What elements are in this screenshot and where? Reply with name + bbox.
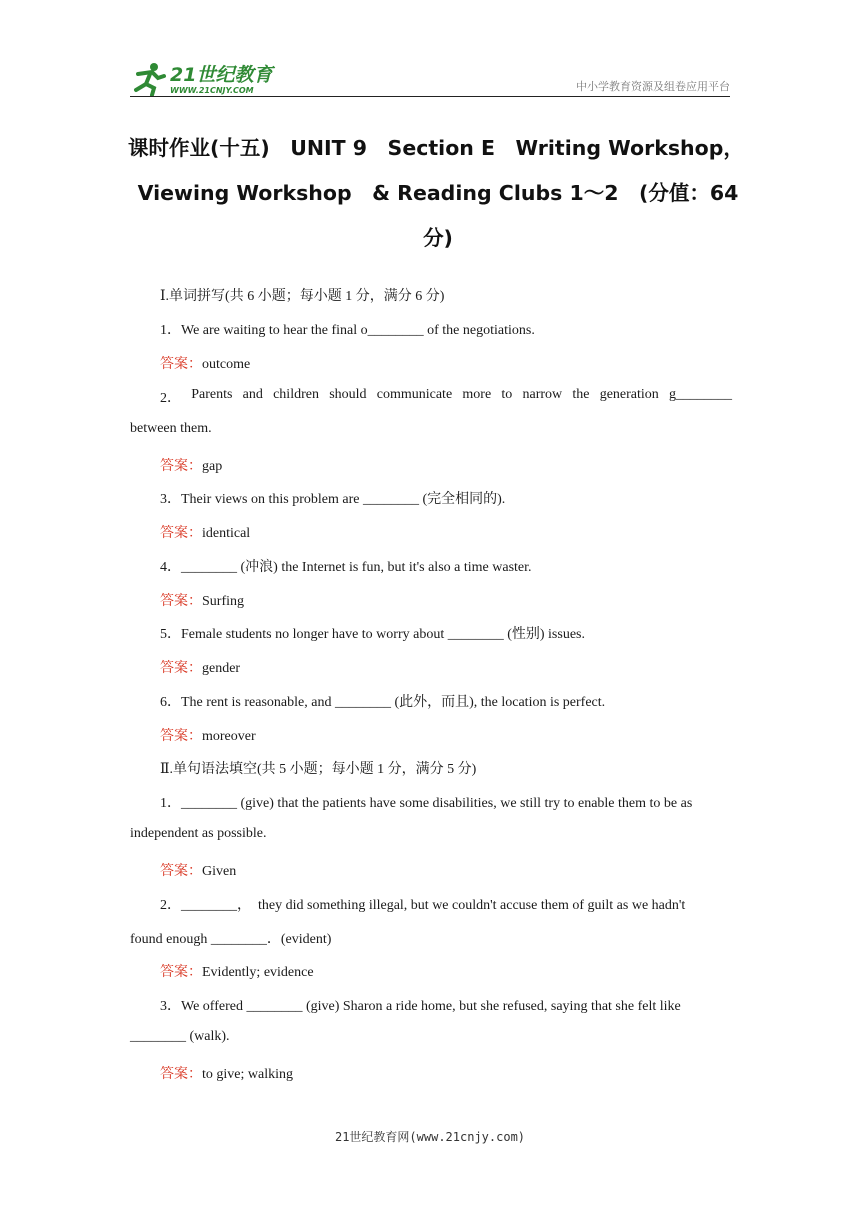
answer-label: 答案： bbox=[160, 965, 202, 980]
word: should bbox=[329, 387, 367, 402]
answer-label: 答案： bbox=[160, 864, 202, 879]
logo-url: WWW.21CNJY.COM bbox=[170, 86, 254, 95]
question-continuation: found enough ________．(evident) bbox=[130, 932, 332, 947]
logo-wordmark: 21世纪教育 bbox=[170, 64, 273, 86]
answer-value: outcome bbox=[202, 357, 251, 372]
title-line-2: Viewing Workshop & Reading Clubs 1～2 (分值：64 bbox=[137, 181, 739, 205]
section-2-heading: Ⅱ.单句语法填空(共 5 小题；每小题 1 分，满分 5 分) bbox=[160, 762, 477, 777]
question-text: 5．Female students no longer have to worry about ________ (性别) issues. bbox=[160, 627, 585, 642]
answer-line bbox=[130, 1063, 762, 1083]
answer-label: 答案： bbox=[160, 357, 202, 372]
answer-line bbox=[130, 860, 762, 880]
answer-line bbox=[130, 961, 762, 981]
word: communicate bbox=[376, 387, 453, 402]
answer-value: moreover bbox=[202, 729, 256, 744]
answer-label: 答案： bbox=[160, 526, 202, 541]
answer-line bbox=[130, 590, 762, 610]
question-continuation: independent as possible. bbox=[130, 826, 267, 841]
answer-label: 答案： bbox=[160, 594, 202, 609]
header-divider bbox=[130, 96, 730, 97]
question-text: 4．________ (冲浪) the Internet is fun, but it's also a time waster. bbox=[160, 560, 532, 575]
answer-value: identical bbox=[202, 526, 251, 541]
question-text: 6．The rent is reasonable, and ________ (此外，而且), the location is perfect. bbox=[160, 695, 606, 710]
answer-value: to give; walking bbox=[202, 1067, 293, 1082]
answer-value: Given bbox=[202, 864, 237, 879]
answer-label: 答案： bbox=[160, 729, 202, 744]
word: children bbox=[273, 387, 319, 402]
answer-value: Surfing bbox=[202, 594, 244, 609]
word: 2． bbox=[160, 391, 181, 406]
word: Parents bbox=[191, 387, 233, 402]
answer-line bbox=[130, 455, 762, 475]
answer-line bbox=[130, 353, 762, 373]
answer-line bbox=[130, 522, 762, 542]
answer-line bbox=[130, 657, 762, 677]
word: narrow bbox=[522, 387, 563, 402]
page-footer: 21世纪教育网(www.21cnjy.com) bbox=[334, 1130, 526, 1144]
question-text: 2．________， they did something illegal, but we couldn't accuse them of guilt as we hadn't bbox=[160, 898, 686, 913]
question-text bbox=[130, 387, 732, 407]
answer-value: Evidently; evidence bbox=[202, 965, 314, 980]
question-text: 1．________ (give) that the patients have some disabilities, we still try to enable them to be as bbox=[160, 796, 693, 811]
answer-value: gender bbox=[202, 661, 241, 676]
answer-value: gap bbox=[202, 459, 223, 474]
answer-label: 答案： bbox=[160, 1067, 202, 1082]
platform-tagline: 中小学教育资源及组卷应用平台 bbox=[576, 80, 730, 93]
page-header bbox=[130, 58, 730, 98]
title-line-3: 分) bbox=[423, 226, 453, 250]
answer-label: 答案： bbox=[160, 459, 202, 474]
question-text: 3．We offered ________ (give) Sharon a ride home, but she refused, saying that she felt like bbox=[160, 999, 681, 1014]
section-1-heading: Ⅰ.单词拼写(共 6 小题；每小题 1 分，满分 6 分) bbox=[160, 289, 445, 304]
question-text: 3．Their views on this problem are ________ (完全相同的). bbox=[160, 492, 506, 507]
word: more bbox=[462, 387, 492, 402]
word: generation bbox=[599, 387, 659, 402]
page-title bbox=[128, 126, 748, 261]
word: g________ bbox=[669, 387, 732, 402]
question-text: 1．We are waiting to hear the final o________ of the negotiations. bbox=[160, 323, 535, 338]
word: the bbox=[572, 387, 590, 402]
word: and bbox=[242, 387, 263, 402]
question-continuation: between them. bbox=[130, 421, 212, 436]
answer-line bbox=[130, 725, 762, 745]
runner-logo-icon bbox=[130, 62, 168, 96]
site-logo[interactable] bbox=[130, 62, 290, 98]
answer-label: 答案： bbox=[160, 661, 202, 676]
title-line-1: 课时作业(十五) UNIT 9 Section E Writing Workshop， bbox=[128, 136, 744, 160]
question-continuation: ________ (walk). bbox=[130, 1029, 230, 1044]
word: to bbox=[501, 387, 513, 402]
